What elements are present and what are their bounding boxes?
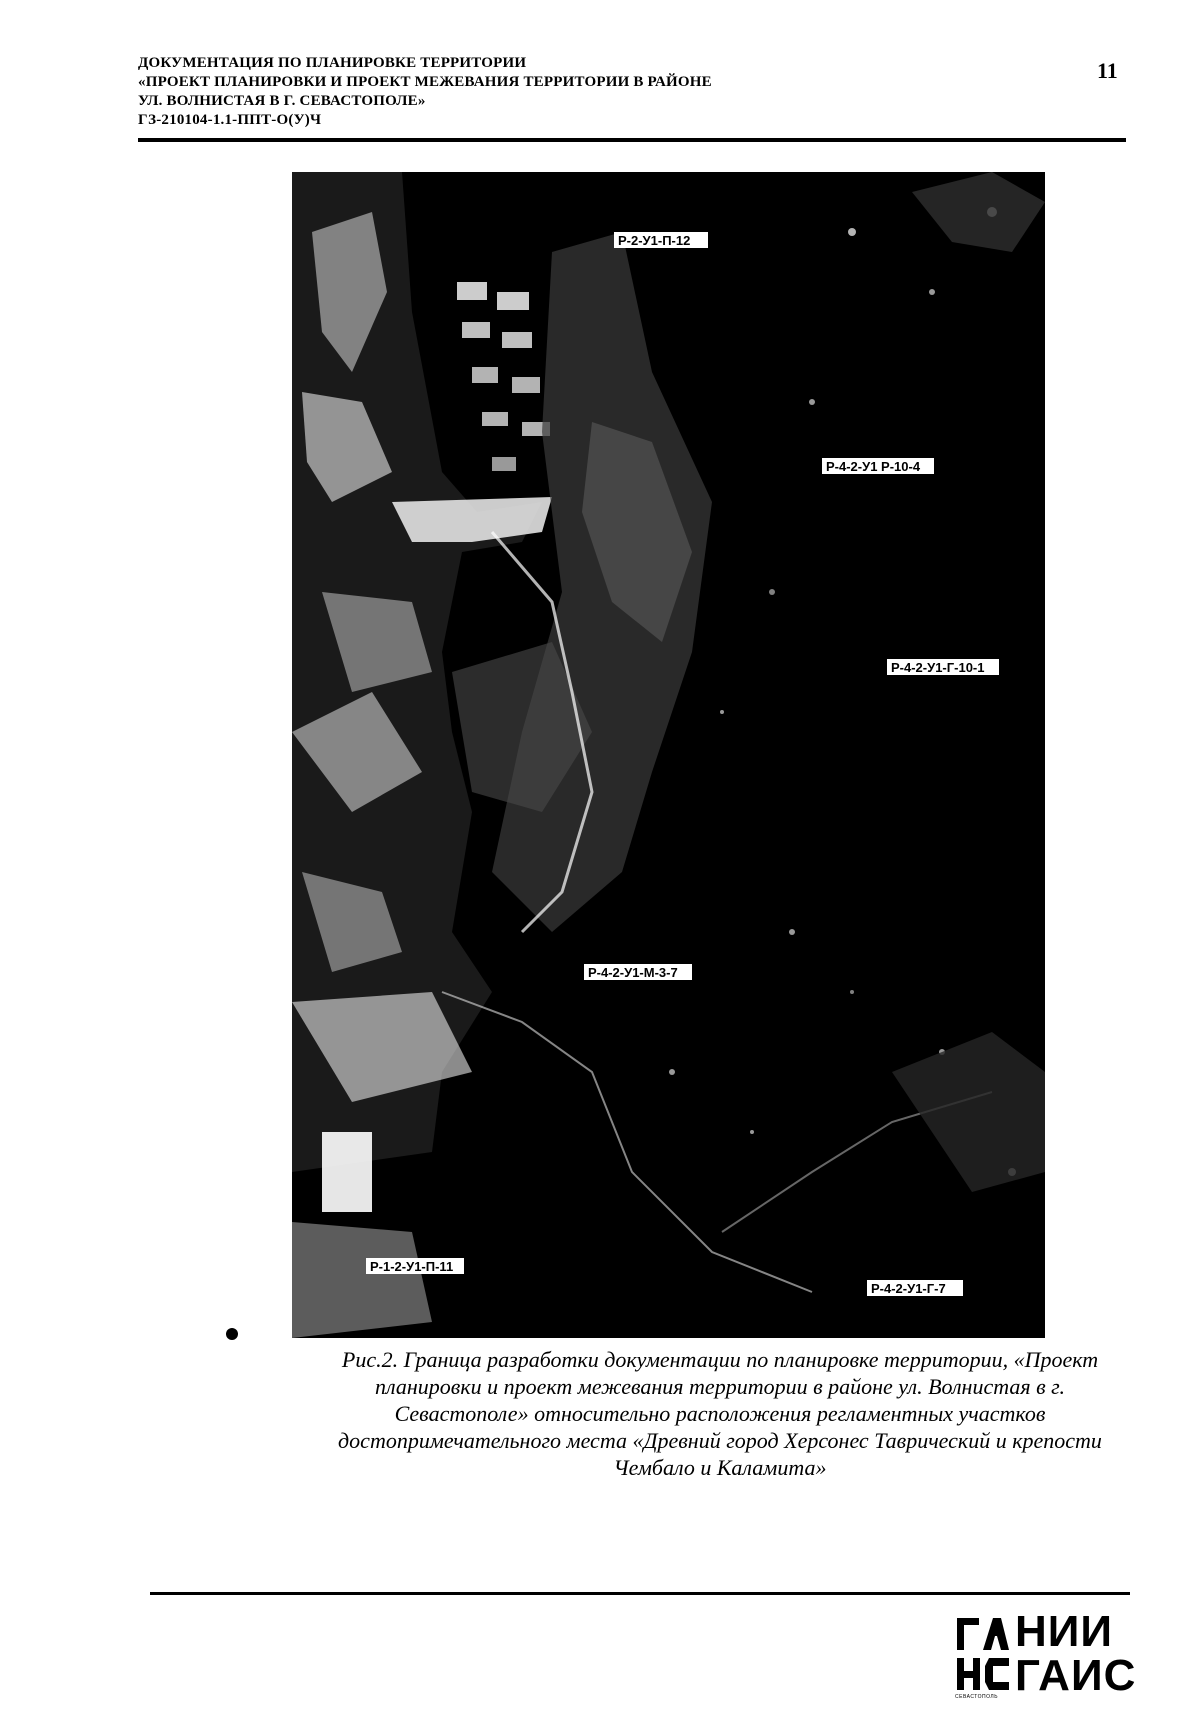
header-line-3: УЛ. ВОЛНИСТАЯ В Г. СЕВАСТОПОЛЕ» [138,93,426,109]
logo-line-1: НИИ [1015,1607,1114,1656]
zone-label-2: Р-4-2-У1 Р-10-4 [826,459,921,474]
zone-label-4: Р-4-2-У1-М-3-7 [588,965,678,980]
header-line-1: ДОКУМЕНТАЦИЯ ПО ПЛАНИРОВКЕ ТЕРРИТОРИИ [138,55,527,71]
zone-label-6: Р-4-2-У1-Г-7 [871,1281,946,1296]
page-number: 11 [1097,58,1118,83]
header-line-4: ГЗ-210104-1.1-ППТ-О(У)Ч [138,112,322,128]
aerial-map-figure [292,172,1045,1338]
caption-line-5: Чембало и Каламита» [613,1455,827,1480]
document-header [138,54,1038,130]
caption-line-3: Севастополе» относительно расположения регламентных участков [394,1401,1046,1426]
logo-subtitle: СЕВАСТОПОЛЬ [955,1694,998,1700]
zone-label-3: Р-4-2-У1-Г-10-1 [891,660,985,675]
caption-line-2: планировки и проект межевания территории в районе ул. Волнистая в г. [375,1374,1065,1399]
zone-label-1: Р-2-У1-П-12 [618,233,691,248]
zone-label-5: Р-1-2-У1-П-11 [370,1259,454,1274]
caption-line-1: Рис.2. Граница разработки документации по планировке территории, «Проект [341,1347,1099,1372]
caption-line-4: достопримечательного места «Древний город Херсонес Таврический и крепости [338,1428,1102,1453]
aerial-map-image [292,172,1045,1338]
logo-wordmark [1015,1607,1137,1700]
header-divider [138,138,1126,142]
logo-line-2: ГАИС [1015,1651,1137,1700]
nii-gais-logo [955,1607,1137,1702]
bullet-marker [226,1328,238,1340]
header-line-2: «ПРОЕКТ ПЛАНИРОВКИ И ПРОЕКТ МЕЖЕВАНИЯ ТЕРРИТОРИИ В РАЙОНЕ [138,74,712,90]
logo-mark-icon [955,1614,1009,1694]
figure-caption [290,1346,1150,1481]
footer-divider [150,1592,1130,1595]
